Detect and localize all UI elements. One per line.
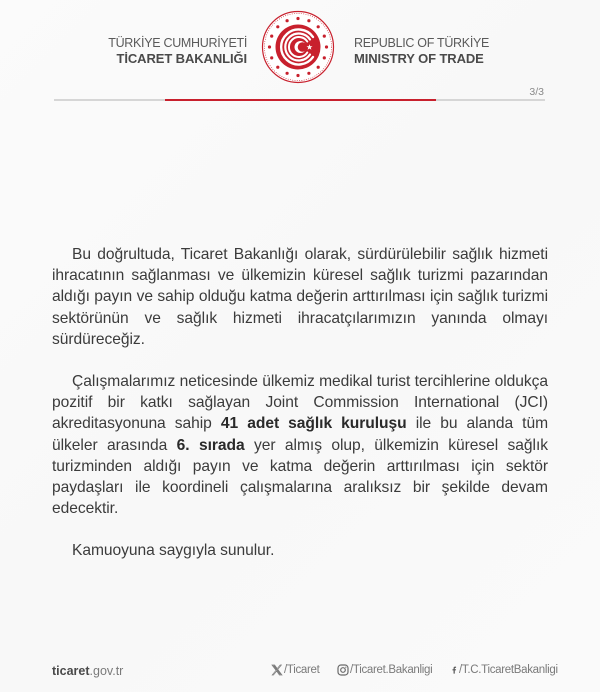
ministry-emblem-icon (261, 10, 335, 84)
highlight-rank: 6. sırada (176, 436, 245, 454)
page-indicator: 3/3 (529, 86, 544, 98)
x-twitter-icon (271, 664, 283, 676)
social-x-link[interactable] (271, 664, 320, 676)
paragraph-2-text-c: yer almış olup, ülkemizin küresel sağlık turizminden aldığı payın ve katma değerin arttırılması için sektör paydaşları ile koordineli çalışmalarına aralıksız bir şekilde devam edecektir. (52, 436, 548, 518)
header-divider-accent (165, 99, 436, 101)
website-link[interactable] (52, 664, 123, 678)
header-divider (54, 99, 545, 101)
header-tr-republic: TÜRKİYE CUMHURİYETİ (108, 36, 247, 50)
paragraph-2-text-b: ile bu alanda tüm ülkeler arasında (52, 415, 549, 454)
social-instagram-handle: /Ticaret.Bakanligi (350, 664, 433, 676)
website-domain-suffix: .gov.tr (89, 664, 124, 678)
social-x-handle: /Ticaret (284, 664, 320, 676)
social-facebook-handle: /T.C.TicaretBakanligi (459, 664, 558, 676)
highlight-jci-count: 41 adet sağlık kuruluşu (220, 415, 407, 433)
header-tr-ministry: TİCARET BAKANLIĞI (116, 51, 247, 66)
footer (0, 664, 600, 684)
facebook-icon (450, 664, 458, 676)
paragraph-2-text-a: Çalışmalarımız neticesinde ülkemiz medikal turist tercihlerine oldukça pozitif bir katkı sağlayan Joint Commission International (JCI) akreditasyonuna sahip (52, 373, 548, 433)
header-en-title (354, 36, 489, 66)
header-en-ministry: MINISTRY OF TRADE (354, 51, 484, 66)
header-en-republic: REPUBLIC OF TÜRKİYE (354, 36, 490, 50)
paragraph-1: Bu doğrultuda, Ticaret Bakanlığı olarak, sürdürülebilir sağlık hizmeti ihracatının sağlanması ve ülkemizin küresel sağlık turizmi pazarından aldığı payın ve sahip olduğu katma değerin arttırılması için sağlık turizmi sektörünün ve sağlık hizmeti ihracatçılarımızın yanında olmayı sürdüreceğiz. (52, 246, 548, 348)
website-domain-bold: ticaret (52, 664, 90, 678)
paragraph-2 (52, 371, 548, 519)
closing-line: Kamuoyuna saygıyla sunulur. (72, 542, 275, 560)
instagram-icon (337, 664, 349, 676)
press-release-body (52, 244, 548, 583)
social-facebook-link[interactable] (450, 664, 558, 676)
social-instagram-link[interactable] (337, 664, 432, 676)
header-tr-title (108, 36, 247, 66)
